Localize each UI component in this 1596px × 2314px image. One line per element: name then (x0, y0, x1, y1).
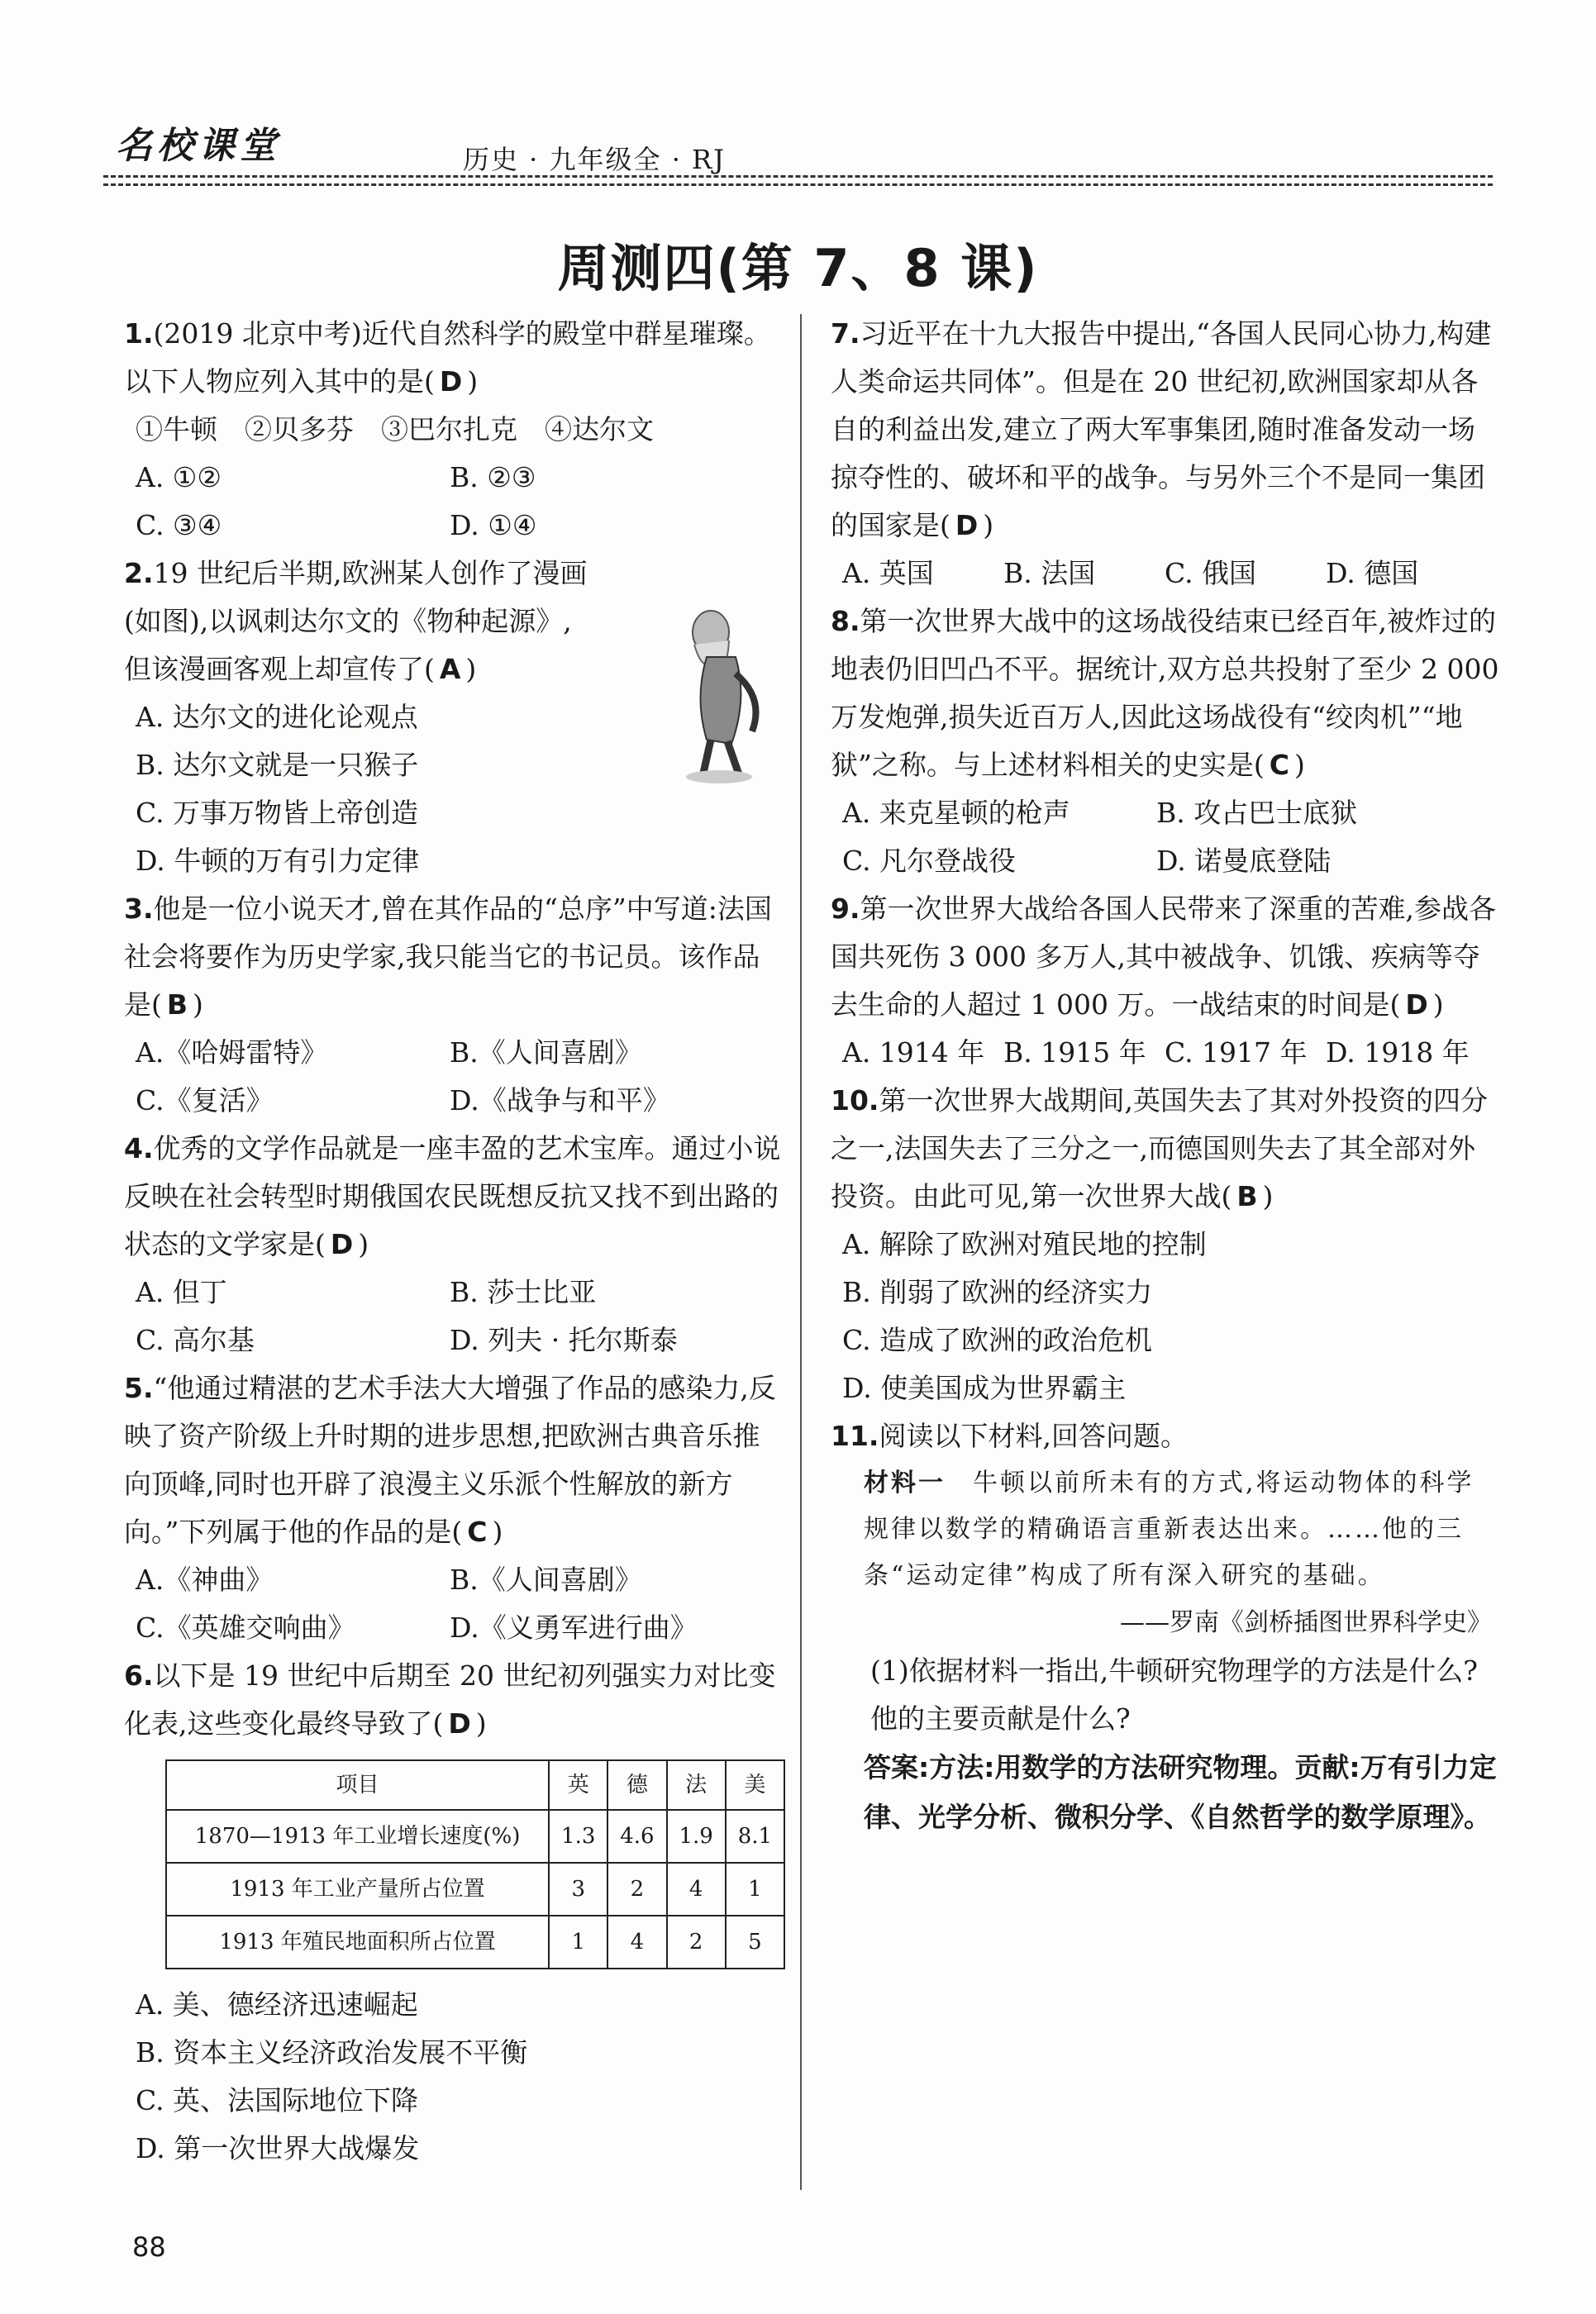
question-4 (124, 1125, 785, 1364)
question-number: 9. (831, 893, 860, 925)
question-stem-line: (如图),以讽刺达尔文的《物种起源》, (124, 605, 572, 637)
question-stem: 习近平在十九大报告中提出,“各国人民同心协力,构建人类命运共同体”。但是在 20 世纪初,欧洲国家却从各自的利益出发,建立了两大军事集团,随时准备发动一场掠夺性的、破坏和平的战争。与另外三个不是同一集团的国家是( (831, 317, 1492, 541)
option-d: D. 1918 年 (1326, 1036, 1470, 1069)
option-b: B.《人间喜剧》 (450, 1036, 642, 1069)
options-row (831, 550, 1500, 598)
page-number: 88 (132, 2231, 166, 2263)
close-paren: ) (475, 1707, 487, 1740)
close-paren: ) (467, 365, 479, 398)
option-c: C. 万事万物皆上帝创造 (136, 797, 419, 829)
table-header: 项目 (166, 1760, 549, 1810)
header-rule-top (103, 175, 1493, 178)
close-paren: ) (1432, 988, 1444, 1021)
option-a: A. 解除了欧洲对殖民地的控制 (842, 1228, 1207, 1260)
question-10 (831, 1077, 1500, 1412)
table-header-row (166, 1760, 784, 1810)
option-b: B. 莎士比亚 (450, 1276, 597, 1308)
question-number: 3. (124, 893, 154, 925)
table-cell: 1 (726, 1863, 784, 1916)
option-d: D. ①④ (450, 509, 537, 541)
comparison-table (165, 1759, 785, 1969)
question-1 (124, 310, 785, 550)
option-b: B. 法国 (1003, 557, 1096, 589)
option-b: B. 资本主义经济政治发展不平衡 (136, 2036, 528, 2069)
material-text: 牛顿以前所未有的方式,将运动物体的科学规律以数学的精确语言重新表达出来。……他的三条“运动定律”构成了所有深入研究的基础。 (864, 1469, 1475, 1590)
question-stem: 阅读以下材料,回答问题。 (879, 1420, 1188, 1452)
right-column (831, 310, 1500, 1842)
close-paren: ) (1293, 749, 1305, 781)
option-b: B. 攻占巴士底狱 (1156, 797, 1358, 829)
option-b: B. 削弱了欧洲的经济实力 (842, 1276, 1153, 1308)
answer-letter: D (448, 1707, 471, 1740)
question-stem: “他通过精湛的艺术手法大大增强了作品的感染力,反映了资产阶级上升时期的进步思想,把欧洲古典音乐推向顶峰,同时也开辟了浪漫主义乐派个性解放的新方向。”下列属于他的作品的是( (124, 1372, 776, 1548)
option-b: B.《人间喜剧》 (450, 1564, 642, 1596)
option-c: C.《复活》 (136, 1084, 274, 1117)
table-cell: 1870—1913 年工业增长速度(%) (166, 1810, 549, 1863)
option-c: C. ③④ (136, 509, 222, 541)
question-stem: 以下是 19 世纪中后期至 20 世纪初列强实力对比变化表,这些变化最终导致了( (124, 1659, 776, 1740)
option-d: D. 德国 (1326, 557, 1419, 589)
answer-letter: B (1236, 1180, 1258, 1212)
question-stem: 第一次世界大战给各国人民带来了深重的苦难,参战各国共死伤 3 000 多万人,其中被战争、饥饿、疾病等夺去生命的人超过 1 000 万。一战结束的时间是( (831, 893, 1496, 1021)
question-number: 10. (831, 1084, 879, 1117)
question-number: 8. (831, 605, 860, 637)
question-stem: 第一次世界大战中的这场战役结束已经百年,被炸过的地表仍旧凹凸不平。据统计,双方总共投射了至少 2 000 万发炮弹,损失近百万人,因此这场战役有“绞肉机”“地狱”之称。与上述材料相关的史实是( (831, 605, 1499, 781)
option-c: C. 高尔基 (136, 1324, 255, 1356)
table-row (166, 1916, 784, 1969)
question-stem: 优秀的文学作品就是一座丰盈的艺术宝库。通过小说反映在社会转型时期俄国农民既想反抗又找不到出路的状态的文学家是( (124, 1132, 781, 1260)
table-cell: 1913 年工业产量所占位置 (166, 1863, 549, 1916)
option-a: A. ①② (136, 461, 222, 493)
option-d: D. 列夫 · 托尔斯泰 (450, 1324, 678, 1356)
options-row (124, 1317, 785, 1364)
page-title: 周测四(第 7、8 课) (557, 238, 1039, 298)
table-cell: 4 (667, 1863, 726, 1916)
table-cell: 2 (667, 1916, 726, 1969)
question-number: 1. (124, 317, 154, 350)
options-row (124, 1077, 785, 1125)
options-row (124, 1604, 785, 1652)
table-header: 英 (549, 1760, 607, 1810)
question-9 (831, 885, 1500, 1077)
options-row (831, 789, 1500, 837)
question-stem: 第一次世界大战期间,英国失去了其对外投资的四分之一,法国失去了三分之一,而德国则失去了其全部对外投资。由此可见,第一次世界大战( (831, 1084, 1488, 1212)
material-label: 材料一 (864, 1469, 946, 1497)
question-stem-line: 但该漫画客观上却宣传了( (124, 653, 435, 685)
table-header: 美 (726, 1760, 784, 1810)
darwin-cartoon-image (669, 599, 777, 789)
options-row (124, 1269, 785, 1317)
option-a: A. 但丁 (136, 1276, 227, 1308)
answer-letter: C (467, 1516, 488, 1548)
close-paren: ) (465, 653, 477, 685)
answer-letter: D (439, 365, 463, 398)
option-d: D. 使美国成为世界霸主 (842, 1372, 1127, 1404)
table-cell: 2 (607, 1863, 666, 1916)
table-cell: 1913 年殖民地面积所占位置 (166, 1916, 549, 1969)
question-items: ①牛顿 ②贝多芬 ③巴尔扎克 ④达尔文 (136, 413, 654, 445)
question-5 (124, 1364, 785, 1652)
left-column (124, 310, 785, 2173)
question-stem: (2019 北京中考)近代自然科学的殿堂中群星璀璨。以下人物应列入其中的是( (124, 317, 771, 398)
sub-question-1: (1)依据材料一指出,牛顿研究物理学的方法是什么?他的主要贡献是什么? (870, 1655, 1478, 1735)
option-a: A. 1914 年 (842, 1036, 985, 1069)
table-cell: 1.9 (667, 1810, 726, 1863)
option-a: A. 达尔文的进化论观点 (136, 701, 418, 733)
question-number: 7. (831, 317, 860, 350)
table-row (166, 1810, 784, 1863)
material-block (831, 1460, 1500, 1599)
answer-letter: C (1269, 749, 1289, 781)
close-paren: ) (193, 988, 203, 1021)
option-c: C. 造成了欧洲的政治危机 (842, 1324, 1153, 1356)
material-source: ——罗南《剑桥插图世界科学史》 (1120, 1608, 1492, 1637)
options-row (124, 454, 785, 502)
table-cell: 8.1 (726, 1810, 784, 1863)
option-c: C. 凡尔登战役 (842, 845, 1017, 877)
options-row (831, 837, 1500, 885)
option-d: D. 牛顿的万有引力定律 (136, 845, 420, 877)
table-header: 德 (607, 1760, 666, 1810)
close-paren: ) (983, 509, 994, 541)
option-c: C. 1917 年 (1165, 1036, 1308, 1069)
option-a: A.《神曲》 (136, 1564, 274, 1596)
table-cell: 5 (726, 1916, 784, 1969)
question-number: 6. (124, 1659, 154, 1692)
option-a: A. 来克星顿的枪声 (842, 797, 1070, 829)
header-rule-bottom (103, 183, 1493, 186)
table-cell: 4 (607, 1916, 666, 1969)
option-c: C. 英、法国际地位下降 (136, 2084, 419, 2116)
table-row (166, 1863, 784, 1916)
question-number: 2. (124, 557, 154, 589)
option-c: C. 俄国 (1165, 557, 1257, 589)
close-paren: ) (1262, 1180, 1274, 1212)
question-number: 4. (124, 1132, 154, 1164)
close-paren: ) (358, 1228, 369, 1260)
question-11 (831, 1412, 1500, 1842)
question-2 (124, 550, 785, 885)
table-cell: 1 (549, 1916, 607, 1969)
column-divider (800, 314, 802, 2190)
options-row (124, 1029, 785, 1077)
option-c: C.《英雄交响曲》 (136, 1612, 355, 1644)
close-paren: ) (492, 1516, 503, 1548)
option-d: D. 第一次世界大战爆发 (136, 2132, 420, 2164)
question-3 (124, 885, 785, 1125)
brand-logo: 名校课堂 (116, 125, 281, 167)
question-7 (831, 310, 1500, 598)
options-row (831, 1029, 1500, 1077)
option-a: A. 美、德经济迅速崛起 (136, 1988, 418, 2021)
table-cell: 3 (549, 1863, 607, 1916)
answer-letter: D (1405, 988, 1428, 1021)
question-8 (831, 598, 1500, 885)
options-row (124, 1556, 785, 1604)
answer-letter: D (330, 1228, 354, 1260)
header-subject: 历史 · 九年级全 · RJ (463, 144, 726, 175)
option-b: B. 1915 年 (1003, 1036, 1146, 1069)
option-a: A.《哈姆雷特》 (136, 1036, 328, 1069)
answer-letter: D (955, 509, 979, 541)
question-6 (124, 1652, 785, 2173)
options-row (124, 502, 785, 550)
table-cell: 1.3 (549, 1810, 607, 1863)
option-d: D.《战争与和平》 (450, 1084, 670, 1117)
question-number: 11. (831, 1420, 879, 1452)
answer-letter: A (439, 653, 461, 685)
option-d: D.《义勇军进行曲》 (450, 1612, 698, 1644)
question-number: 5. (124, 1372, 154, 1404)
option-b: B. ②③ (450, 461, 536, 493)
option-b: B. 达尔文就是一只猴子 (136, 749, 419, 781)
option-a: A. 英国 (842, 557, 934, 589)
question-stem: 他是一位小说天才,曾在其作品的“总序”中写道:法国社会将要作为历史学家,我只能当它的书记员。该作品是( (124, 893, 772, 1021)
answer-letter: B (166, 988, 188, 1021)
question-stem-line: 19 世纪后半期,欧洲某人创作了漫画 (153, 557, 588, 589)
table-header: 法 (667, 1760, 726, 1810)
option-d: D. 诺曼底登陆 (1156, 845, 1332, 877)
table-cell: 4.6 (607, 1810, 666, 1863)
answer-text: 答案:方法:用数学的方法研究物理。贡献:万有引力定律、光学分析、微积分学、《自然哲学的数学原理》。 (864, 1751, 1497, 1833)
